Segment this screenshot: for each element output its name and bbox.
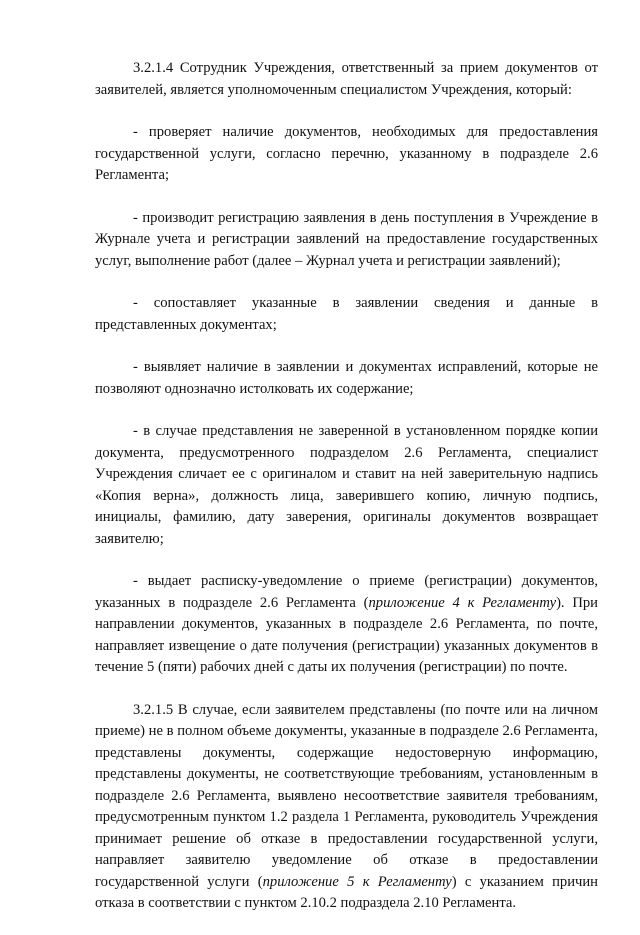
paragraph-3-2-1-5-part-a: 3.2.1.5 В случае, если заявителем представлены (по почте или на личном приеме) не в полном объеме документы, указанные в подразделе 2.6 Регламента, представлены документы, содержащие недостоверную информацию, представлены документы, не соответствующие требованиям, установленным в подразделе 2.6 Регламента, выявлено несоответствие заявителя требованиям, предусмотренным пунктом 1.2 раздела 1 Регламента, руководитель Учреждения принимает решение об отказе в предоставлении государственной услуги, направляет заявителю уведомление об отказе в предоставлении государственной услуги ( xyxy=(95,701,598,890)
paragraph-compares-data: - сопоставляет указанные в заявлении сведения и данные в представленных документах; xyxy=(95,295,598,333)
paragraph-3-2-1-5-part-b: ) с указанием причин отказа в соответствии с пунктом 2.10.2 подраздела 2.10 Регламента. xyxy=(95,873,598,911)
paragraph-3-2-1-5 xyxy=(95,700,598,915)
paragraph-issues-receipt-part-a: - выдает расписку-уведомление о приеме (регистрации) документов, указанных в подразделе 2.6 Регламента ( xyxy=(95,573,598,611)
paragraph-3-2-1-4: 3.2.1.4 Сотрудник Учреждения, ответственный за прием документов от заявителей, является уполномоченным специалистом Учреждения, который: xyxy=(95,60,598,98)
paragraph-detects-corrections: - выявляет наличие в заявлении и документах исправлений, которые не позволяют однозначно истолковать их содержание; xyxy=(95,359,598,397)
appendix-4-reference: приложение 4 к Регламенту xyxy=(368,594,557,611)
document-page xyxy=(95,58,598,935)
paragraph-issues-receipt xyxy=(95,571,598,679)
paragraph-checks-documents: - проверяет наличие документов, необходимых для предоставления государственной услуги, согласно перечню, указанному в подразделе 2.6 Регламента; xyxy=(95,124,598,183)
paragraph-certifies-copy: - в случае представления не заверенной в установленном порядке копии документа, предусмотренного подразделом 2.6 Регламента, специалист Учреждения сличает ее с оригиналом и ставит на ней заверительную надпись «Копия верна», должность лица, заверившего копию, личную подпись, инициалы, фамилию, дату заверения, оригиналы документов возвращает заявителю; xyxy=(95,423,598,547)
paragraph-issues-receipt-part-b: ). При направлении документов, указанных в подразделе 2.6 Регламента, по почте, направляет извещение о дате получения (регистрации) указанных документов в течение 5 (пяти) рабочих дней с даты их получения (регистрации) по почте. xyxy=(95,594,598,675)
appendix-5-reference: приложение 5 к Регламенту xyxy=(262,873,452,890)
paragraph-registers-application: - производит регистрацию заявления в день поступления в Учреждение в Журнале учета и регистрации заявлений на предоставление государственных услуг, выполнение работ (далее – Журнал учета и регистрации заявлений); xyxy=(95,209,598,269)
